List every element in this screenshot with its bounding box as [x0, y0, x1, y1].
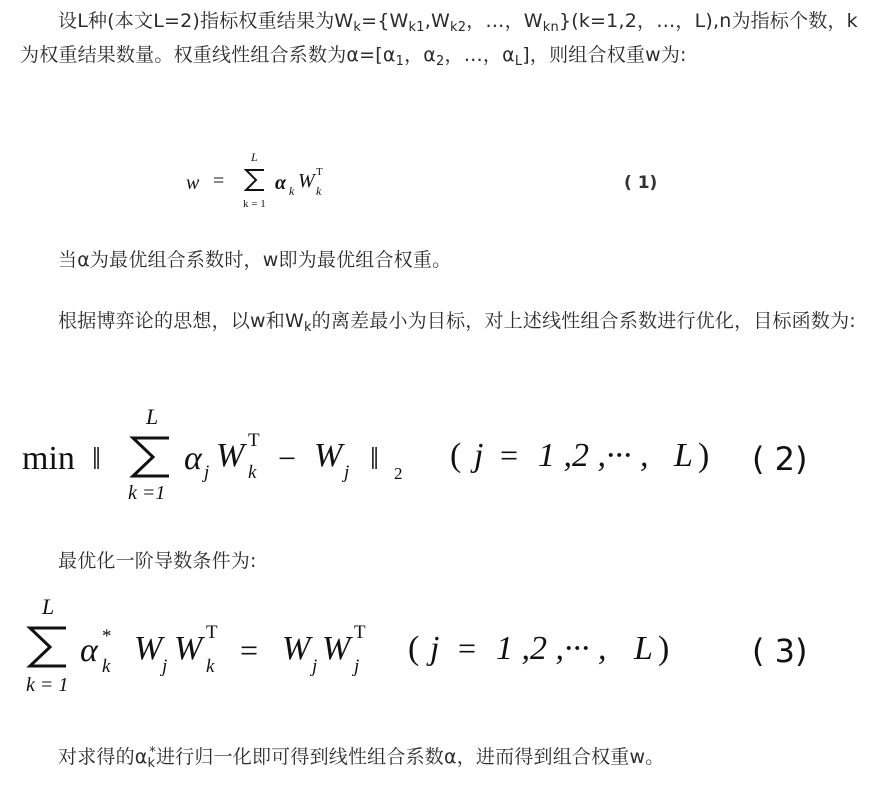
equation-2: min ‖ L k =1 α j W T k − W j ‖ 2 ( j = 1 ,2 ,··· , L ) ( 2): [22, 404, 808, 504]
sum-symbol-3: [26, 623, 70, 671]
paragraph-normalization: 对求得的$\alpha_k^*$进行归一化即可得到线性组合系数α，进而得到组合权重w。: [58, 745, 665, 771]
equation-2-number: ( 2): [752, 440, 808, 478]
paragraph-optimal: 当α为最优组合系数时，w即为最优组合权重。: [58, 249, 452, 271]
paragraph-first-order: 最优化一阶导数条件为:: [58, 550, 257, 572]
equation-1: w = L k = 1 α k W T k ( 1): [186, 150, 658, 210]
paragraph-game-theory: 根据博弈论的思想，以w和$W_k$的离差最小为目标，对上述线性组合系数进行优化，目标函数为:: [58, 310, 856, 335]
sum-symbol-1: [243, 166, 267, 194]
paragraph-weights-definition: 设L种(本文L=2)指标权重结果为$W_k=\{W_{k1},W_{k2}$，…，$W_{kn}\}(k=1,2$，…，L),n为指标个数，k为权重结果数量。权重线性组合系数为$\alpha=[\alpha_1$，$\alpha_2$，…，$\alpha_L$]，则组合权重w为:: [20, 10, 858, 69]
equation-3-number: ( 3): [752, 632, 808, 670]
equation-3: L k = 1 α * k W j W T k = W j W T j ( j = 1 ,2 ,··· , L ) ( 3): [26, 594, 808, 696]
sum-symbol-2: [129, 433, 173, 481]
equation-1-number: ( 1): [624, 173, 658, 193]
